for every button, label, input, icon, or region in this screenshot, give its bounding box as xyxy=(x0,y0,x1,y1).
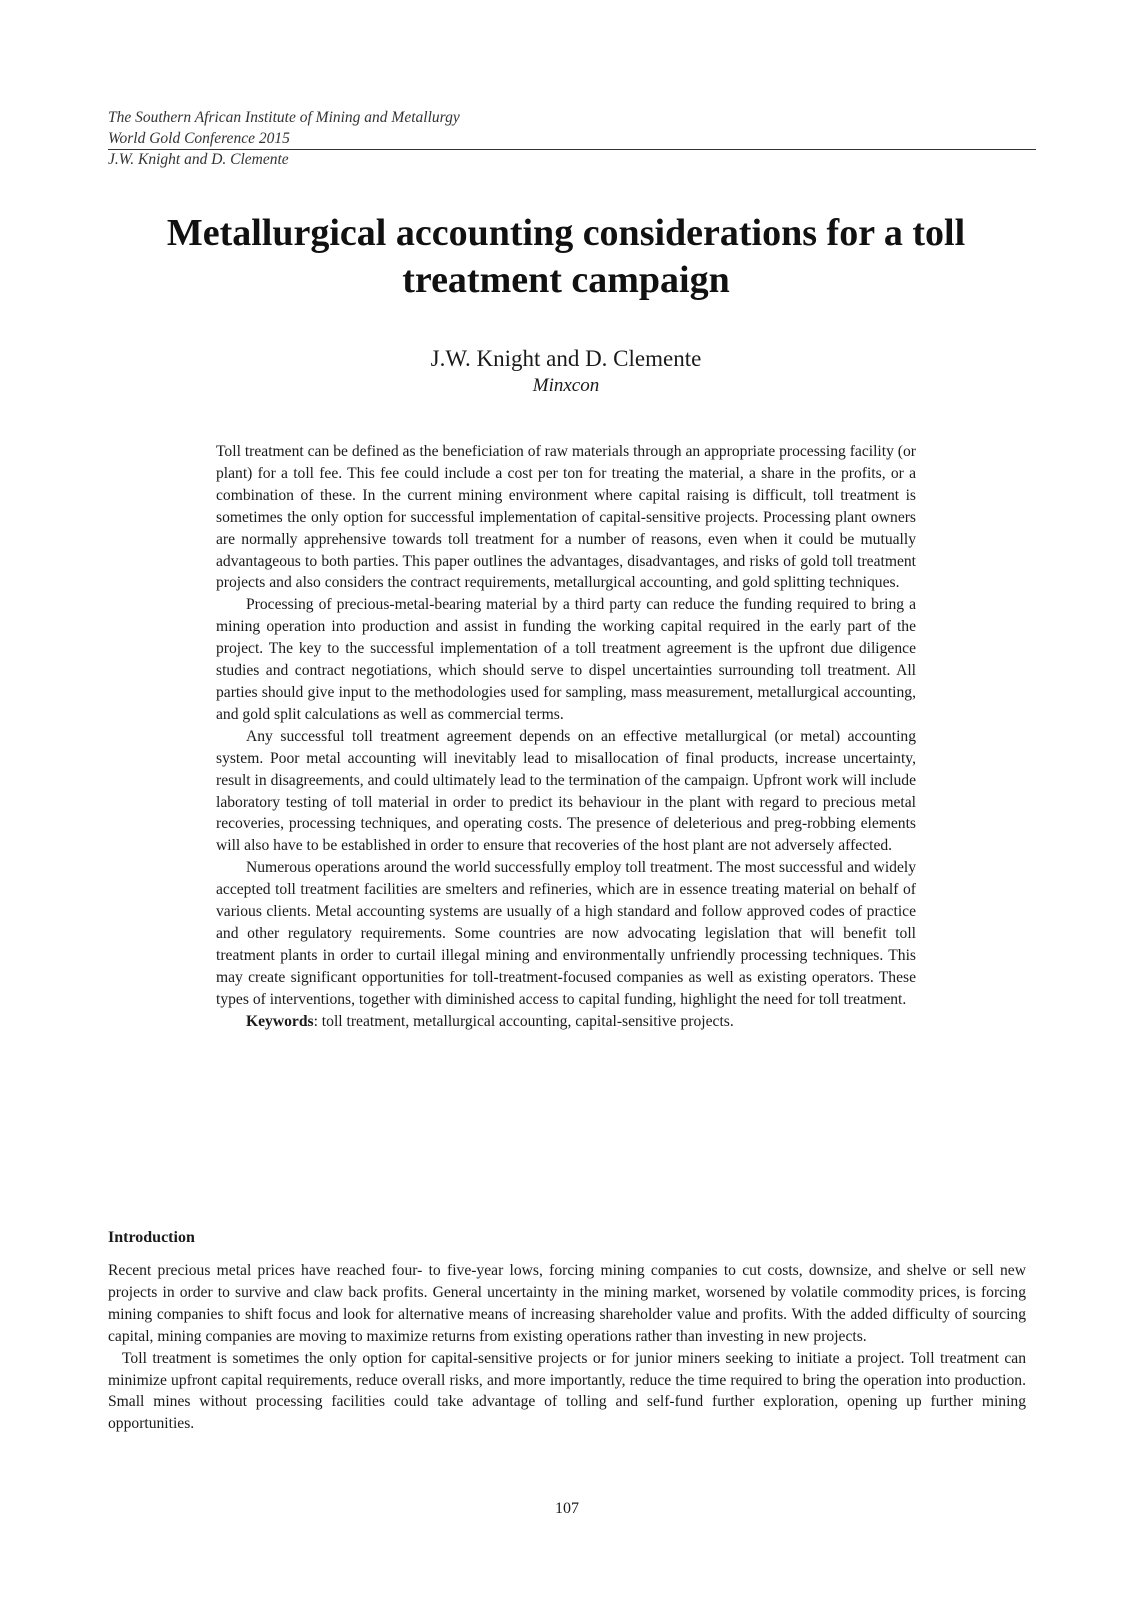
page-number: 107 xyxy=(555,1500,579,1517)
keywords-label: Keywords xyxy=(246,1012,314,1030)
introduction-paragraph-2: Toll treatment is sometimes the only option for capital-sensitive projects or for junior miners seeking to initiate a project. Toll treatment can minimize upfront capital requirements, reduce overall risks, and more importantly, reduce the time required to bring the operation into production. Small mines without processing facilities could take advantage of tolling and self-fund further exploration, opening up further mining opportunities. xyxy=(108,1349,1026,1433)
abstract-paragraph-1: Toll treatment can be defined as the beneficiation of raw materials through an appropriate processing facility (or plant) for a toll fee. This fee could include a cost per ton for treating the material, a share in the profits, or a combination of these. In the current mining environment where capital raising is difficult, toll treatment is sometimes the only option for successful implementation of capital-sensitive projects. Processing plant owners are normally apprehensive towards toll treatment for a number of reasons, even when it could be mutually advantageous to both parties. This paper outlines the advantages, disadvantages, and risks of gold toll treatment projects and also considers the contract requirements, metallurgical accounting, and gold splitting techniques. xyxy=(216,443,916,592)
paper-authors: J.W. Knight and D. Clemente xyxy=(430,346,702,371)
keywords xyxy=(216,1011,916,1033)
keywords-text: : toll treatment, metallurgical accounting, capital-sensitive projects. xyxy=(313,1012,734,1030)
introduction-heading: Introduction xyxy=(108,1229,195,1246)
header-authors: J.W. Knight and D. Clemente xyxy=(108,151,289,168)
paper-affiliation: Minxcon xyxy=(532,375,600,396)
running-header xyxy=(108,107,1036,170)
abstract xyxy=(216,441,916,1032)
abstract-paragraph-4: Numerous operations around the world successfully employ toll treatment. The most successful and widely accepted toll treatment facilities are smelters and refineries, which are in essence treating material on behalf of various clients. Metal accounting systems are usually of a high standard and follow approved codes of practice and other regulatory requirements. Some countries are now advocating legislation that will benefit toll treatment plants in order to curtail illegal mining and environmentally unfriendly processing techniques. This may create significant opportunities for toll-treatment-focused companies as well as existing operators. These types of interventions, together with diminished access to capital funding, highlight the need for toll treatment. xyxy=(216,859,916,1008)
paper-title: Metallurgical accounting considerations for a toll treatment campaign xyxy=(166,212,966,301)
introduction-body xyxy=(108,1260,1026,1435)
abstract-paragraph-2: Processing of precious-metal-bearing material by a third party can reduce the funding required to bring a mining operation into production and assist in funding the working capital required in the early part of the project. The key to the successful implementation of a toll treatment agreement is the upfront due diligence studies and contract negotiations, which should serve to dispel uncertainties surrounding toll treatment. All parties should give input to the methodologies used for sampling, mass measurement, metallurgical accounting, and gold split calculations as well as commercial terms. xyxy=(216,596,916,723)
introduction-paragraph-1: Recent precious metal prices have reached four- to five-year lows, forcing mining companies to cut costs, downsize, and shelve or sell new projects in order to survive and claw back profits. General uncertainty in the mining market, worsened by volatile commodity prices, is forcing mining companies to shift focus and look for alternative means of increasing shareholder value and profits. With the added difficulty of sourcing capital, mining companies are moving to maximize returns from existing operations rather than investing in new projects. xyxy=(108,1262,1026,1345)
abstract-paragraph-3: Any successful toll treatment agreement depends on an effective metallurgical (or metal) accounting system. Poor metal accounting will inevitably lead to misallocation of final products, increase uncertainty, result in disagreements, and could ultimately lead to the termination of the campaign. Upfront work will include laboratory testing of toll material in order to predict its behaviour in the plant with regard to precious metal recoveries, processing techniques, and operating costs. The presence of deleterious and preg-robbing elements will also have to be established in order to ensure that recoveries of the host plant are not adversely affected. xyxy=(216,727,916,855)
header-conference: World Gold Conference 2015 xyxy=(108,130,290,147)
header-rule xyxy=(108,149,1036,150)
header-institute: The Southern African Institute of Mining and Metallurgy xyxy=(108,109,460,126)
